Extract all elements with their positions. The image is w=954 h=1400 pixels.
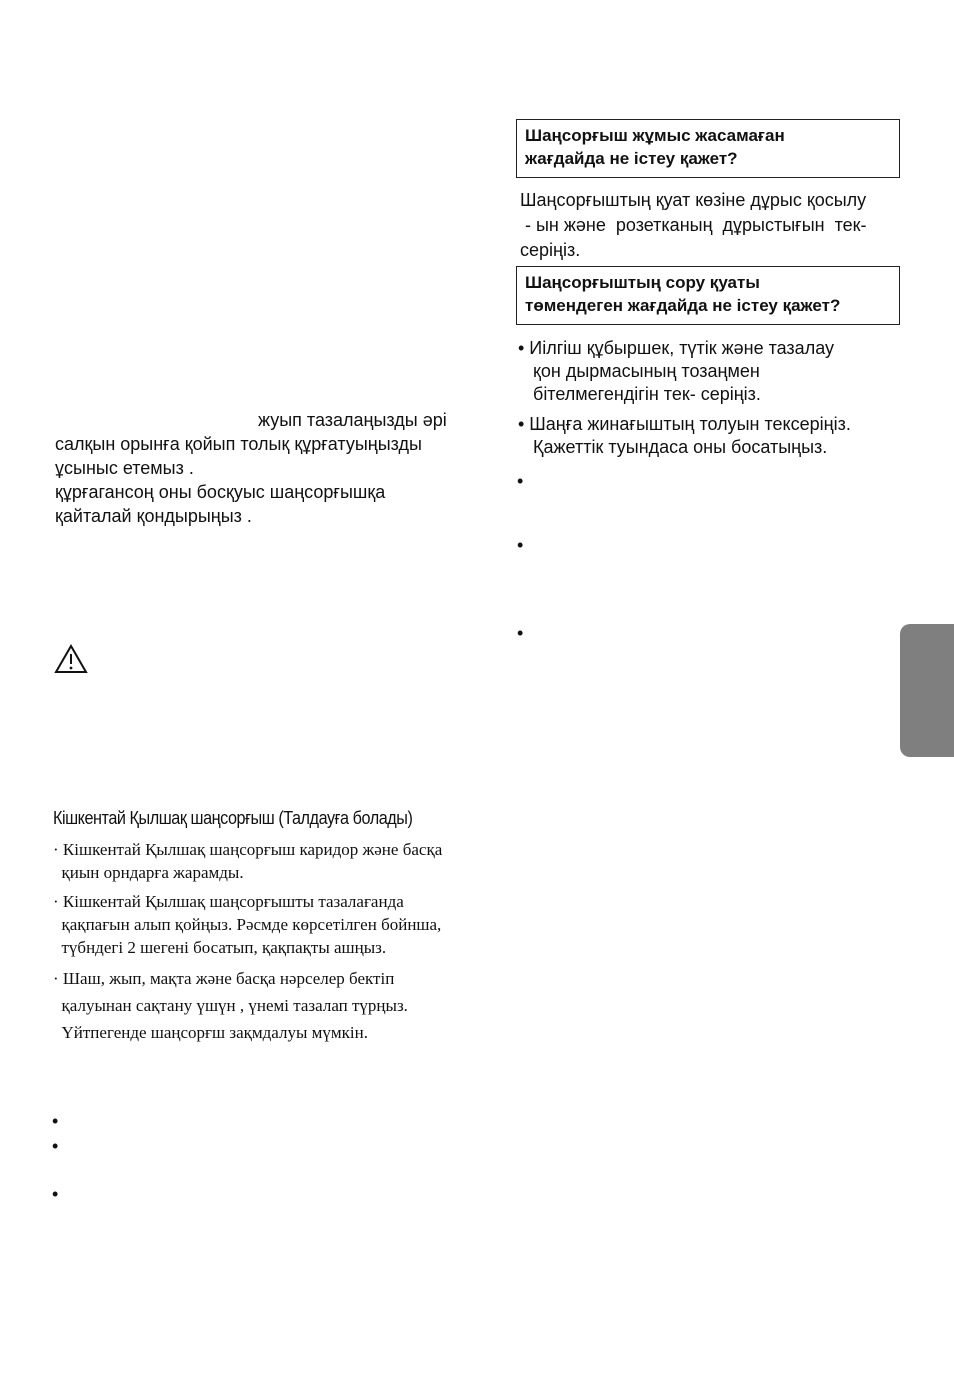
not-working-heading-box <box>516 119 900 178</box>
bullet-line: Үйтпегенде шаңсорғш зақмдалуы мүмкін. <box>53 1023 368 1042</box>
bullet-item <box>53 890 442 959</box>
bullet-line: түбндегі 2 шегені босатып, қақпақты ашңыз. <box>53 938 387 957</box>
box2-line-2: төмендеген жағдайда не істеу қажет? <box>525 296 841 315</box>
cleaning-line-4: құрғагансоң оны босқуыс шаңсорғышқа <box>55 482 386 502</box>
cleaning-line-3: ұсыныс етемыз . <box>55 458 194 478</box>
low-suction-bullet-2 <box>518 413 851 459</box>
bullet-item <box>53 838 442 884</box>
bullet-line: қиын орндарға жарамды. <box>53 863 244 882</box>
cleaning-line-5: қайталай қондырыңыз . <box>55 506 252 526</box>
bullet-dot: • <box>517 535 524 555</box>
box2-line-1: Шаңсорғыштың сору қуаты <box>525 273 760 292</box>
bullet-line: · Кішкентай Қылшақ шаңсорғышты тазалағанда <box>53 892 404 911</box>
bullet-dot: • <box>52 1184 59 1204</box>
bullet-line: · Кішкентай Қылшақ шаңсорғыш каридор және басқа <box>53 840 443 859</box>
bullet1-line: бітелмегендігін тек- серіңіз. <box>518 384 761 404</box>
box1-text-line: серіңіз. <box>520 240 581 260</box>
bullet1-line: қон дырмасының тозаңмен <box>518 361 760 381</box>
low-suction-bullet-1 <box>518 337 834 406</box>
bullet1-line: • Иілгіш құбыршек, түтік және тазалау <box>518 338 835 358</box>
side-tab-marker <box>900 624 954 757</box>
not-working-text <box>520 188 867 263</box>
section-title: Кішкентай Қылшақ шаңсорғыш (Талдауға болады) <box>53 808 413 828</box>
cleaning-line-2: салқын орынға қойып толық құрғатуыңызды <box>55 434 422 454</box>
box1-line-1: Шаңсорғыш жұмыс жасамаған <box>525 126 785 145</box>
warning-triangle-icon <box>54 644 88 674</box>
box1-text-line: - ын және розетканың дұрыстығын тек- <box>520 215 867 235</box>
bullet-dot: • <box>517 471 524 491</box>
box1-text-line: Шаңсорғыштың қуат көзіне дұрыс қосылу <box>520 190 867 210</box>
low-suction-heading-box <box>516 266 900 325</box>
bullet2-line: • Шаңға жинағыштың толуын тексеріңіз. <box>518 414 851 434</box>
bullet-line: қақпағын алып қойңыз. Рәсмде көрсетілген бойнша, <box>53 915 442 934</box>
bullet-dot: • <box>517 623 524 643</box>
box1-line-2: жағдайда не істеу қажет? <box>525 149 738 168</box>
small-brush-bullets <box>53 838 442 1046</box>
bullet-item <box>53 965 442 1046</box>
cleaning-instructions <box>55 408 447 528</box>
cleaning-line-1: жуып тазалаңызды әрі <box>258 410 447 430</box>
bullet-line: қалуынан сақтану үшүн , үнемі тазалап түрңыз. <box>53 996 408 1015</box>
bullet-dot: • <box>52 1136 59 1156</box>
bullet2-line: Қажеттік туындаса оны босатыңыз. <box>518 437 828 457</box>
bullet-line: · Шаш, жып, мақта және басқа нәрселер бектіп <box>53 969 395 988</box>
bullet-dot: • <box>52 1111 59 1131</box>
